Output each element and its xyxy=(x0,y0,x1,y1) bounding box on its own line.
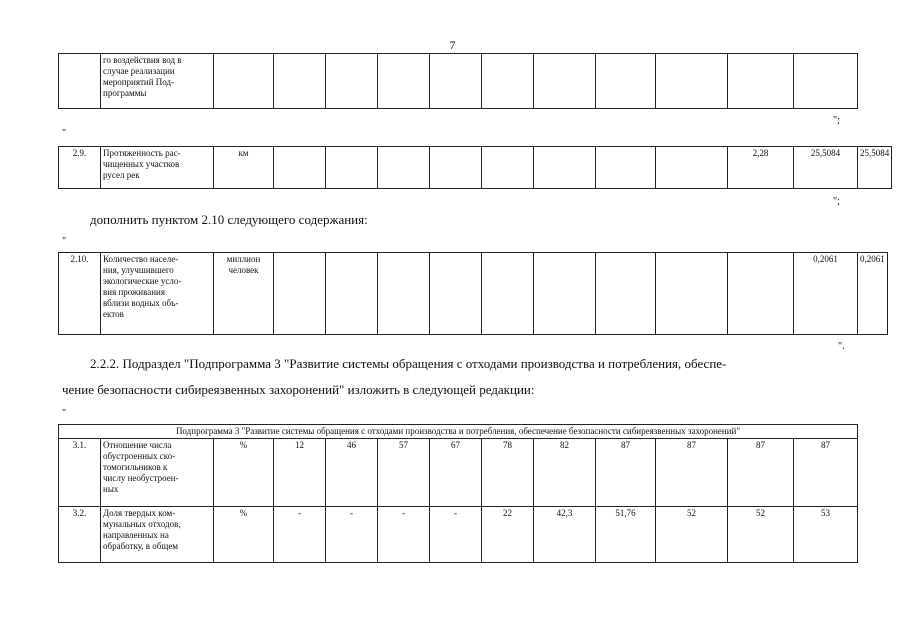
name-line: мероприятий Под- xyxy=(103,77,175,87)
value-cell xyxy=(378,54,430,109)
value-cell xyxy=(430,147,482,189)
value-cell xyxy=(482,253,534,335)
name-line: мунальных отходов, xyxy=(103,519,181,529)
unit-line: человек xyxy=(228,265,259,275)
name-line: ных xyxy=(103,484,119,494)
page-number: 7 xyxy=(449,38,456,52)
table-row xyxy=(59,253,888,335)
value-cell xyxy=(326,253,378,335)
value-cell xyxy=(534,147,596,189)
table-subprogram-3 xyxy=(58,424,858,563)
unit-cell: % xyxy=(214,439,274,507)
row-number xyxy=(59,54,101,109)
value-cell xyxy=(378,147,430,189)
value-cell: 53 xyxy=(794,507,858,563)
value-cell xyxy=(596,147,656,189)
value-cell: 82 xyxy=(534,439,596,507)
indicator-name xyxy=(101,439,214,507)
value-cell: 25,5084 xyxy=(794,147,858,189)
opening-quote: " xyxy=(62,128,67,139)
value-cell: 51,76 xyxy=(596,507,656,563)
value-cell: - xyxy=(274,507,326,563)
value-cell: 67 xyxy=(430,439,482,507)
value-cell xyxy=(274,147,326,189)
name-line: Количество населе- xyxy=(103,254,179,264)
name-line: го воздействия вод в xyxy=(103,55,182,65)
value-cell xyxy=(534,54,596,109)
value-cell: 12 xyxy=(274,439,326,507)
value-cell xyxy=(794,54,858,109)
paragraph-add-item: дополнить пунктом 2.10 следующего содержания: xyxy=(90,212,368,227)
value-cell xyxy=(326,54,378,109)
subprogram-header: Подпрограмма 3 "Развитие системы обращения с отходами производства и потребления, обеспечение безопасности сибиреязвенных захоронений" xyxy=(59,425,858,439)
closing-quote: "; xyxy=(833,196,840,207)
value-cell: 87 xyxy=(596,439,656,507)
table-row xyxy=(59,439,858,507)
name-line: томогильников к xyxy=(103,462,168,472)
name-line: случае реализации xyxy=(103,66,175,76)
value-cell: 46 xyxy=(326,439,378,507)
value-cell: 0,2061 xyxy=(858,253,888,335)
value-cell: 52 xyxy=(728,507,794,563)
name-line: программы xyxy=(103,88,147,98)
name-line: ектов xyxy=(103,309,124,319)
value-cell xyxy=(326,147,378,189)
indicator-name xyxy=(101,147,214,189)
indicator-name xyxy=(101,54,214,109)
value-cell xyxy=(656,253,728,335)
value-cell xyxy=(430,54,482,109)
row-number: 2.9. xyxy=(59,147,101,189)
value-cell: 25,5084 xyxy=(858,147,892,189)
paragraph-subsection-line2: чение безопасности сибиреязвенных захоронений" изложить в следующей редакции: xyxy=(62,382,535,397)
name-line: обустроенных ско- xyxy=(103,451,176,461)
value-cell: 87 xyxy=(656,439,728,507)
name-line: чищенных участков xyxy=(103,159,180,169)
table-header-row xyxy=(59,425,858,439)
value-cell: 52 xyxy=(656,507,728,563)
name-line: числу необустроен- xyxy=(103,473,179,483)
unit-cell xyxy=(214,253,274,335)
opening-quote: " xyxy=(62,408,67,419)
value-cell xyxy=(534,253,596,335)
name-line: русел рек xyxy=(103,170,140,180)
value-cell xyxy=(482,147,534,189)
opening-quote: " xyxy=(62,236,67,247)
table-row-2-9 xyxy=(58,146,892,189)
unit-line: миллион xyxy=(226,254,261,264)
indicator-name xyxy=(101,507,214,563)
unit-cell xyxy=(214,54,274,109)
table-row xyxy=(59,147,892,189)
value-cell xyxy=(274,54,326,109)
indicator-name xyxy=(101,253,214,335)
table-row xyxy=(59,507,858,563)
name-line: обработку, в общем xyxy=(103,541,179,551)
name-line: Отношение числа xyxy=(103,440,172,450)
row-number: 2.10. xyxy=(59,253,101,335)
value-cell xyxy=(274,253,326,335)
row-number: 3.2. xyxy=(59,507,101,563)
value-cell: 87 xyxy=(728,439,794,507)
value-cell xyxy=(656,54,728,109)
value-cell: - xyxy=(430,507,482,563)
value-cell xyxy=(596,54,656,109)
closing-quote: ". xyxy=(838,341,845,352)
name-line: вблизи водных объ- xyxy=(103,298,179,308)
value-cell: 87 xyxy=(794,439,858,507)
value-cell xyxy=(430,253,482,335)
value-cell: - xyxy=(378,507,430,563)
name-line: Доля твердых ком- xyxy=(103,508,176,518)
value-cell: 2,28 xyxy=(728,147,794,189)
value-cell: - xyxy=(326,507,378,563)
value-cell xyxy=(728,54,794,109)
value-cell xyxy=(596,253,656,335)
name-line: ния, улучшившего xyxy=(103,265,174,275)
value-cell: 57 xyxy=(378,439,430,507)
table-continuation xyxy=(58,53,858,109)
value-cell xyxy=(656,147,728,189)
table-row xyxy=(59,54,858,109)
value-cell xyxy=(378,253,430,335)
unit-cell: км xyxy=(214,147,274,189)
name-line: направленных на xyxy=(103,530,169,540)
value-cell: 22 xyxy=(482,507,534,563)
value-cell xyxy=(728,253,794,335)
value-cell: 0,2061 xyxy=(794,253,858,335)
name-line: Протяженность рас- xyxy=(103,148,181,158)
closing-quote: "; xyxy=(833,115,840,126)
value-cell: 42,3 xyxy=(534,507,596,563)
name-line: экологические усло- xyxy=(103,276,182,286)
value-cell: 78 xyxy=(482,439,534,507)
table-row-2-10 xyxy=(58,252,888,335)
name-line: вия проживания xyxy=(103,287,165,297)
row-number: 3.1. xyxy=(59,439,101,507)
value-cell xyxy=(482,54,534,109)
paragraph-subsection-line1: 2.2.2. Подраздел "Подпрограмма 3 "Развитие системы обращения с отходами производства и потребления, обеспе- xyxy=(90,356,727,371)
unit-cell: % xyxy=(214,507,274,563)
